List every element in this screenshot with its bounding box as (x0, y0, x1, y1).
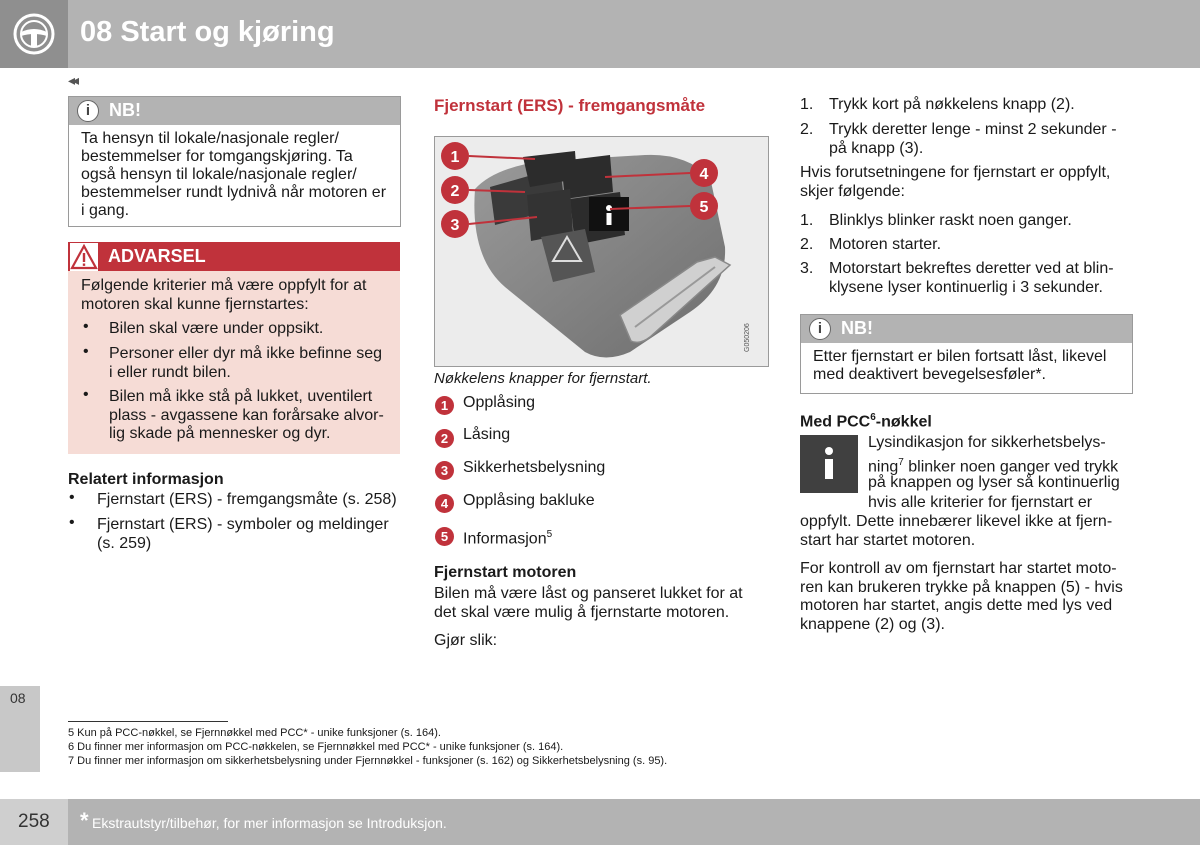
key-fob-figure (434, 136, 769, 367)
callout-3-label: 3 (450, 217, 460, 234)
related-link-2[interactable] (97, 516, 389, 553)
pcc-title-suffix: -nøkkel (875, 413, 932, 431)
legend-number: 3 (435, 461, 454, 480)
control-text (800, 560, 1123, 634)
step-number: 2. (800, 121, 814, 138)
control-line: motoren har startet, angis dette med lys ved (800, 597, 1113, 614)
legend-number: 5 (435, 527, 454, 546)
key-fob-illustration (435, 137, 768, 366)
bullet-dot: • (83, 343, 89, 360)
legend-label: Opplåsing (463, 394, 536, 411)
if-text-line: skjer følgende: (800, 182, 905, 200)
section-title: Fjernstart (ERS) - fremgangsmåte (434, 96, 706, 115)
do-this-text: Gjør slik: (434, 632, 498, 649)
info-icon (77, 100, 99, 122)
warning-triangle-icon (70, 243, 98, 271)
nb-line: bestemmelser rundt lydnivå når motoren er (81, 184, 387, 201)
nb-box-header (69, 97, 400, 125)
footnote-ref[interactable]: 6 (870, 412, 876, 423)
warning-bullet-1: Bilen skal være under oppsikt. (109, 320, 324, 337)
related-title: Relatert informasjon (68, 471, 224, 488)
related-link-line[interactable]: Fjernstart (ERS) - symboler og meldinger (97, 516, 389, 533)
pcc-title-text: Med PCC (800, 413, 871, 431)
related-link-1[interactable]: Fjernstart (ERS) - fremgangsmåte (s. 258) (97, 491, 397, 508)
footer-text: Ekstrautstyr/tilbehør, for mer informasjon se Introduksjon. (92, 815, 447, 831)
result-text: Blinklys blinker raskt noen ganger. (829, 212, 1072, 229)
warning-intro-line: motoren skal kunne fjernstartes: (81, 295, 309, 313)
footnote-ref[interactable]: 5 (546, 529, 553, 540)
warning-intro (81, 277, 366, 314)
info-icon (800, 435, 858, 493)
warning-bullet-line: plass - avgassene kan forårsake alvor- (109, 406, 384, 424)
footer-star: * (80, 808, 89, 833)
callout-5-label: 5 (699, 199, 709, 216)
result-text (829, 260, 1114, 297)
legend-label: Sikkerhetsbelysning (463, 459, 606, 476)
legend-label: Opplåsing bakluke (463, 492, 595, 509)
nb-text (81, 130, 386, 220)
info-icon-large (800, 435, 858, 493)
footnote-7: 7 Du finner mer informasjon om sikkerhetsbelysning under Fjernnøkkel - funksjoner (s. 162) og Sikkerhetsbelysning (s. 95). (68, 755, 668, 767)
footnote-ref[interactable]: 7 (898, 457, 904, 468)
pcc-text-d (800, 513, 1112, 550)
bullet-dot: • (83, 386, 89, 403)
nb-box-header (801, 315, 1132, 343)
footnote-divider (68, 721, 228, 722)
callout-2-label: 2 (450, 183, 460, 200)
pcc-title (800, 412, 932, 431)
result-line: klysene lyser kontinuerlig i 3 sekunder. (829, 278, 1103, 296)
back-nav-icon[interactable]: ◂◂ (68, 72, 77, 88)
step-number: 1. (800, 96, 814, 113)
page-number: 258 (18, 811, 50, 832)
step-line: på knapp (3). (829, 139, 924, 157)
pcc-text-a: Lysindikasjon for sikkerhetsbelys- (868, 434, 1106, 451)
result-text: Motoren starter. (829, 236, 942, 253)
chapter-side-tab-label: 08 (10, 690, 26, 706)
nb-title: NB! (109, 100, 141, 120)
info-icon (809, 318, 831, 340)
pcc-text-span: ning (868, 458, 899, 476)
legend-number: 2 (435, 429, 454, 448)
warning-title: ADVARSEL (108, 246, 206, 266)
bullet-dot: • (83, 318, 89, 335)
result-number: 1. (800, 212, 814, 229)
warning-bullet-2 (109, 345, 382, 382)
related-link-line[interactable]: (s. 259) (97, 534, 152, 552)
control-line: knappene (2) og (3). (800, 615, 945, 633)
pcc-line: start har startet motoren. (800, 531, 976, 549)
legend-number: 4 (435, 494, 454, 513)
nb-box-2 (800, 314, 1133, 394)
nb-title: NB! (841, 318, 873, 338)
nb-box-1 (68, 96, 401, 227)
nb-line: også hensyn til lokale/nasjonale regler/ (81, 166, 357, 183)
start-text-line: det skal være mulig å fjernstarte motoren. (434, 603, 730, 621)
control-line: ren kan brukeren trykke på knappen (5) - hvis (800, 578, 1123, 596)
image-code: G050206 (744, 323, 751, 352)
if-text-line: Hvis forutsetningene for fjernstart er oppfylt, (800, 164, 1111, 181)
callout-4-label: 4 (699, 166, 709, 183)
steering-wheel-icon (12, 12, 56, 56)
pcc-line: oppfylt. Dette innebærer likevel ikke at fjern- (800, 513, 1113, 530)
step-text (829, 121, 1117, 158)
footnote-5: 5 Kun på PCC-nøkkel, se Fjernnøkkel med PCC* - unike funksjoner (s. 164). (68, 727, 441, 739)
warning-bullet-line: lig skade på mennesker og dyr. (109, 425, 331, 442)
legend-label (463, 526, 552, 549)
nb-line: med deaktivert bevegelsesføler*. (813, 366, 1046, 383)
nb-line: bestemmelser for tomgangskjøring. Ta (81, 148, 353, 165)
warning-bullet-3 (109, 388, 384, 444)
result-line: Motorstart bekreftes deretter ved at blin- (829, 260, 1114, 277)
result-number: 2. (800, 236, 814, 253)
legend-label-text: Informasjon (463, 530, 547, 548)
warning-bullet-line: Bilen må ikke stå på lukket, uventilert (109, 388, 373, 405)
pcc-text-c (868, 474, 1120, 512)
callout-1-label: 1 (450, 149, 460, 166)
nb-text (813, 348, 1106, 384)
legend-number: 1 (435, 396, 454, 415)
nb-line: Etter fjernstart er bilen fortsatt låst, likevel (813, 348, 1107, 365)
nb-line: Ta hensyn til lokale/nasjonale regler/ (81, 130, 339, 147)
pcc-line: hvis alle kriterier for fjernstart er (868, 493, 1093, 511)
warning-bullet-line: i eller rundt bilen. (109, 363, 231, 381)
start-text (434, 585, 743, 622)
pcc-text-span: blinker noen ganger ved trykk (903, 458, 1119, 476)
footnote-6: 6 Du finner mer informasjon om PCC-nøkkelen, se Fjernnøkkel med PCC* - unike funksjoner (s. 164). (68, 741, 564, 753)
subsection-title: Fjernstart motoren (434, 564, 577, 581)
chapter-title: 08 Start og kjøring (80, 16, 335, 48)
control-line: For kontroll av om fjernstart har startet moto- (800, 560, 1117, 577)
if-text (800, 164, 1110, 201)
warning-bullet-line: Personer eller dyr må ikke befinne seg (109, 345, 383, 362)
step-text: Trykk kort på nøkkelens knapp (2). (829, 96, 1075, 113)
bullet-dot: • (69, 514, 75, 531)
step-line: Trykk deretter lenge - minst 2 sekunder - (829, 121, 1117, 138)
bullet-dot: • (69, 489, 75, 506)
nb-line: i gang. (81, 202, 130, 219)
result-number: 3. (800, 260, 814, 277)
warning-intro-line: Følgende kriterier må være oppfylt for at (81, 277, 367, 294)
figure-caption: Nøkkelens knapper for fjernstart. (434, 370, 652, 387)
pcc-line: på knappen og lyser så kontinuerlig (868, 474, 1120, 491)
legend-label: Låsing (463, 426, 511, 443)
start-text-line: Bilen må være låst og panseret lukket for at (434, 585, 743, 602)
